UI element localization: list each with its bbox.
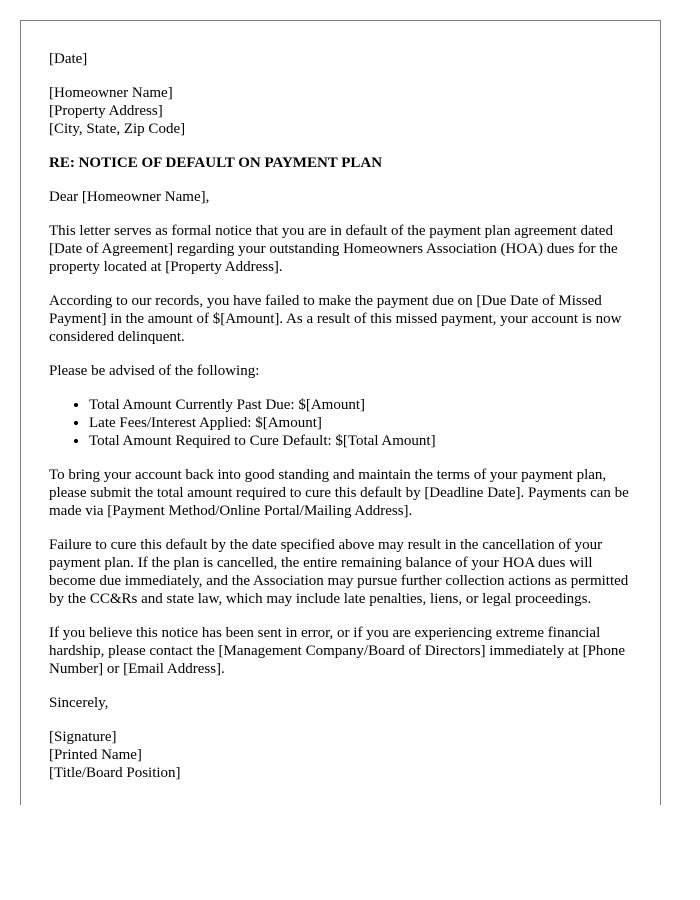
paragraph-advised: Please be advised of the following: [49, 363, 260, 379]
paragraph-cancellation-warning: Failure to cure this default by the date specified above may result in the cancellation of your payment plan. If the plan is cancelled, the entire remaining balance of your HOA dues will become due immediately, and the Association may pursue further collection actions as permitted by the CC&Rs and state law, which may include late penalties, liens, or legal proceedings. [49, 537, 629, 607]
recipient-name: [Homeowner Name] [49, 85, 173, 101]
recipient-property-address: [Property Address] [49, 103, 163, 119]
signoff: Sincerely, [49, 695, 109, 711]
title-board-position: [Title/Board Position] [49, 765, 181, 781]
list-item-cure-amount: • Total Amount Required to Cure Default: $[Total Amount] [89, 432, 660, 450]
recipient-city-state-zip: [City, State, Zip Code] [49, 121, 186, 137]
paragraph-cure-instructions: To bring your account back into good standing and maintain the terms of your payment plan, please submit the total amount required to cure this default by [Deadline Date]. Payments can be made via [Payment Method/Online Portal/Mailing Address]. [49, 467, 629, 519]
recipient-address-block [49, 84, 660, 138]
letter-subject: RE: NOTICE OF DEFAULT ON PAYMENT PLAN [49, 155, 383, 171]
list-item-late-fees: • Late Fees/Interest Applied: $[Amount] [89, 414, 660, 432]
amounts-list [49, 396, 660, 450]
list-item-past-due: • Total Amount Currently Past Due: $[Amount] [89, 396, 660, 414]
paragraph-contact: If you believe this notice has been sent in error, or if you are experiencing extreme financial hardship, please contact the [Management Company/Board of Directors] immediately at [Phone Number] or [Email Address]. [49, 625, 626, 677]
signature-placeholder: [Signature] [49, 729, 117, 745]
signature-block [49, 728, 660, 782]
paragraph-missed-payment: According to our records, you have failed to make the payment due on [Due Date of Missed Payment] in the amount of $[Amount]. As a result of this missed payment, your account is now considered delinquent. [49, 293, 622, 345]
printed-name: [Printed Name] [49, 747, 142, 763]
letter-date: [Date] [49, 51, 88, 67]
letter-page [20, 20, 661, 805]
salutation: Dear [Homeowner Name], [49, 189, 210, 205]
paragraph-default-notice: This letter serves as formal notice that you are in default of the payment plan agreement dated [Date of Agreement] regarding your outstanding Homeowners Association (HOA) dues for the property located at [Property Address]. [49, 223, 618, 275]
